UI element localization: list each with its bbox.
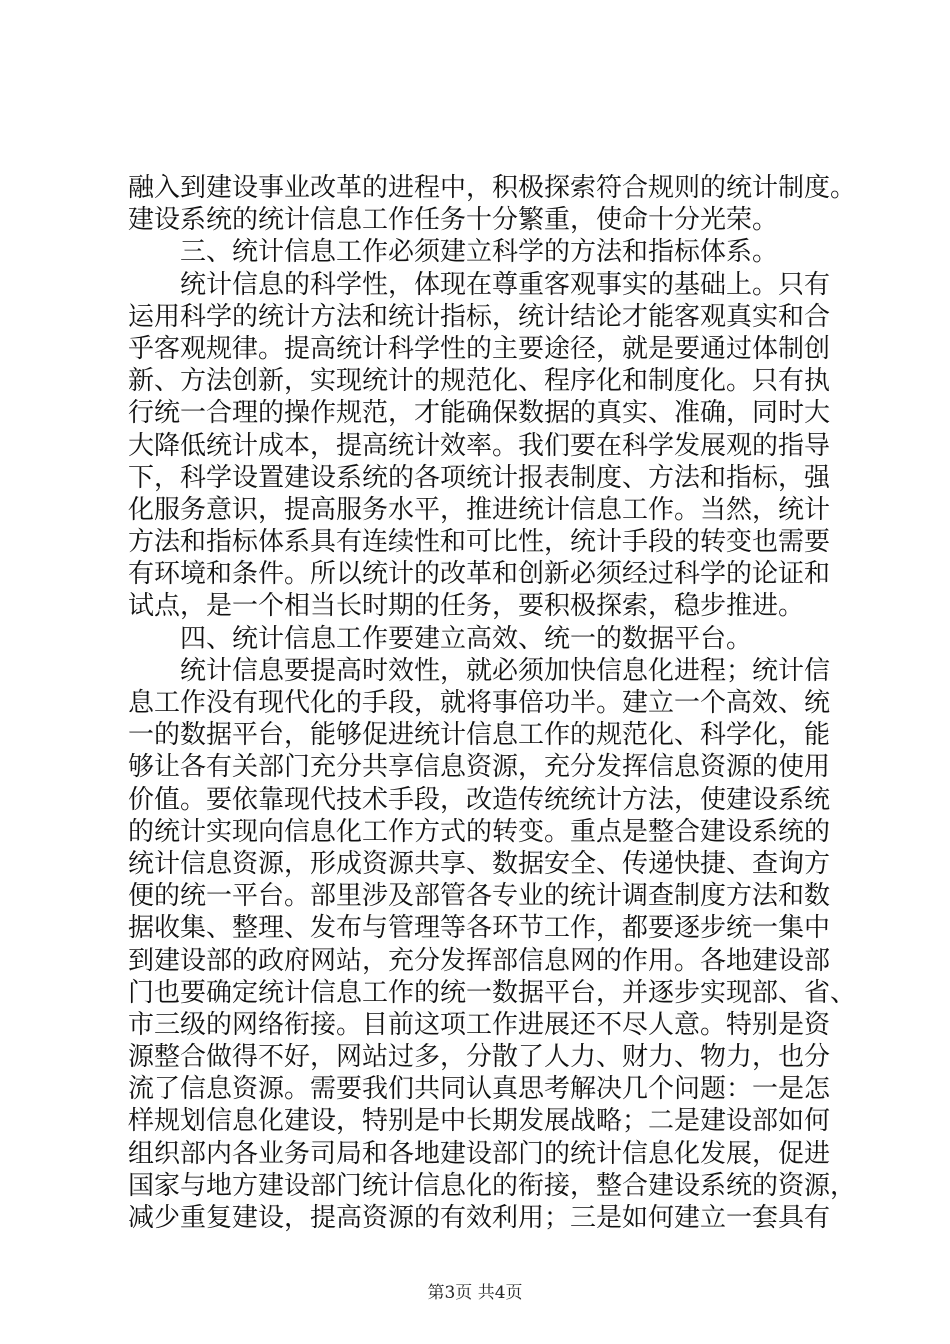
- text-line: 统计信息的科学性，体现在尊重客观事实的基础上。只有: [128, 269, 831, 300]
- text-line: 够让各有关部门充分共享信息资源，充分发挥信息资源的使用: [128, 752, 831, 783]
- text-line: 融入到建设事业改革的进程中，积极探索符合规则的统计制度。: [128, 173, 857, 203]
- text-line: 一的数据平台，能够促进统计信息工作的规范化、科学化，能: [128, 720, 831, 751]
- text-line: 组织部内各业务司局和各地建设部门的统计信息化发展，促进: [128, 1138, 831, 1169]
- text-line: 乎客观规律。提高统计科学性的主要途径，就是要通过体制创: [128, 333, 831, 364]
- text-line: 运用科学的统计方法和统计指标，统计结论才能客观真实和合: [128, 301, 831, 332]
- text-line: 方法和指标体系具有连续性和可比性，统计手段的转变也需要: [128, 527, 831, 558]
- document-body: [128, 172, 857, 1234]
- text-line: 行统一合理的操作规范，才能确保数据的真实、准确，同时大: [128, 398, 831, 429]
- section-heading: 三、统计信息工作必须建立科学的方法和指标体系。: [128, 237, 779, 268]
- text-line: 新、方法创新，实现统计的规范化、程序化和制度化。只有执: [128, 366, 831, 397]
- text-line: 的统计实现向信息化工作方式的转变。重点是整合建设系统的: [128, 816, 831, 847]
- text-line: 国家与地方建设部门统计信息化的衔接，整合建设系统的资源，: [128, 1170, 857, 1201]
- text-line: 息工作没有现代化的手段，就将事倍功半。建立一个高效、统: [128, 688, 831, 718]
- text-line: 减少重复建设，提高资源的有效利用；三是如何建立一套具有: [128, 1203, 831, 1233]
- page-footer: 第3页 共4页: [427, 1283, 523, 1303]
- text-line: 试点，是一个相当长时期的任务，要积极探索，稳步推进。: [128, 591, 805, 622]
- text-line: 统计信息要提高时效性，就必须加快信息化进程；统计信: [128, 655, 831, 686]
- text-line: 便的统一平台。部里涉及部管各专业的统计调查制度方法和数: [128, 881, 831, 912]
- text-line: 市三级的网络衔接。目前这项工作进展还不尽人意。特别是资: [128, 1009, 831, 1040]
- text-line: 到建设部的政府网站，充分发挥部信息网的作用。各地建设部: [128, 945, 831, 976]
- text-line: 有环境和条件。所以统计的改革和创新必须经过科学的论证和: [128, 559, 831, 590]
- text-line: 门也要确定统计信息工作的统一数据平台，并逐步实现部、省、: [128, 977, 857, 1008]
- text-line: 流了信息资源。需要我们共同认真思考解决几个问题：一是怎: [128, 1074, 831, 1105]
- text-line: 样规划信息化建设，特别是中长期发展战略；二是建设部如何: [128, 1106, 831, 1137]
- text-line: 建设系统的统计信息工作任务十分繁重，使命十分光荣。: [128, 205, 779, 236]
- text-line: 据收集、整理、发布与管理等各环节工作，都要逐步统一集中: [128, 913, 831, 944]
- text-line: 源整合做得不好，网站过多，分散了人力、财力、物力，也分: [128, 1042, 831, 1073]
- text-line: 化服务意识，提高服务水平，推进统计信息工作。当然，统计: [128, 494, 831, 525]
- text-line: 价值。要依靠现代技术手段，改造传统统计方法，使建设系统: [128, 784, 831, 815]
- text-line: 大降低统计成本，提高统计效率。我们要在科学发展观的指导: [128, 430, 831, 461]
- text-line: 统计信息资源，形成资源共享、数据安全、传递快捷、查询方: [128, 848, 831, 879]
- text-line: 下，科学设置建设系统的各项统计报表制度、方法和指标，强: [128, 462, 831, 493]
- section-heading: 四、统计信息工作要建立高效、统一的数据平台。: [128, 623, 753, 654]
